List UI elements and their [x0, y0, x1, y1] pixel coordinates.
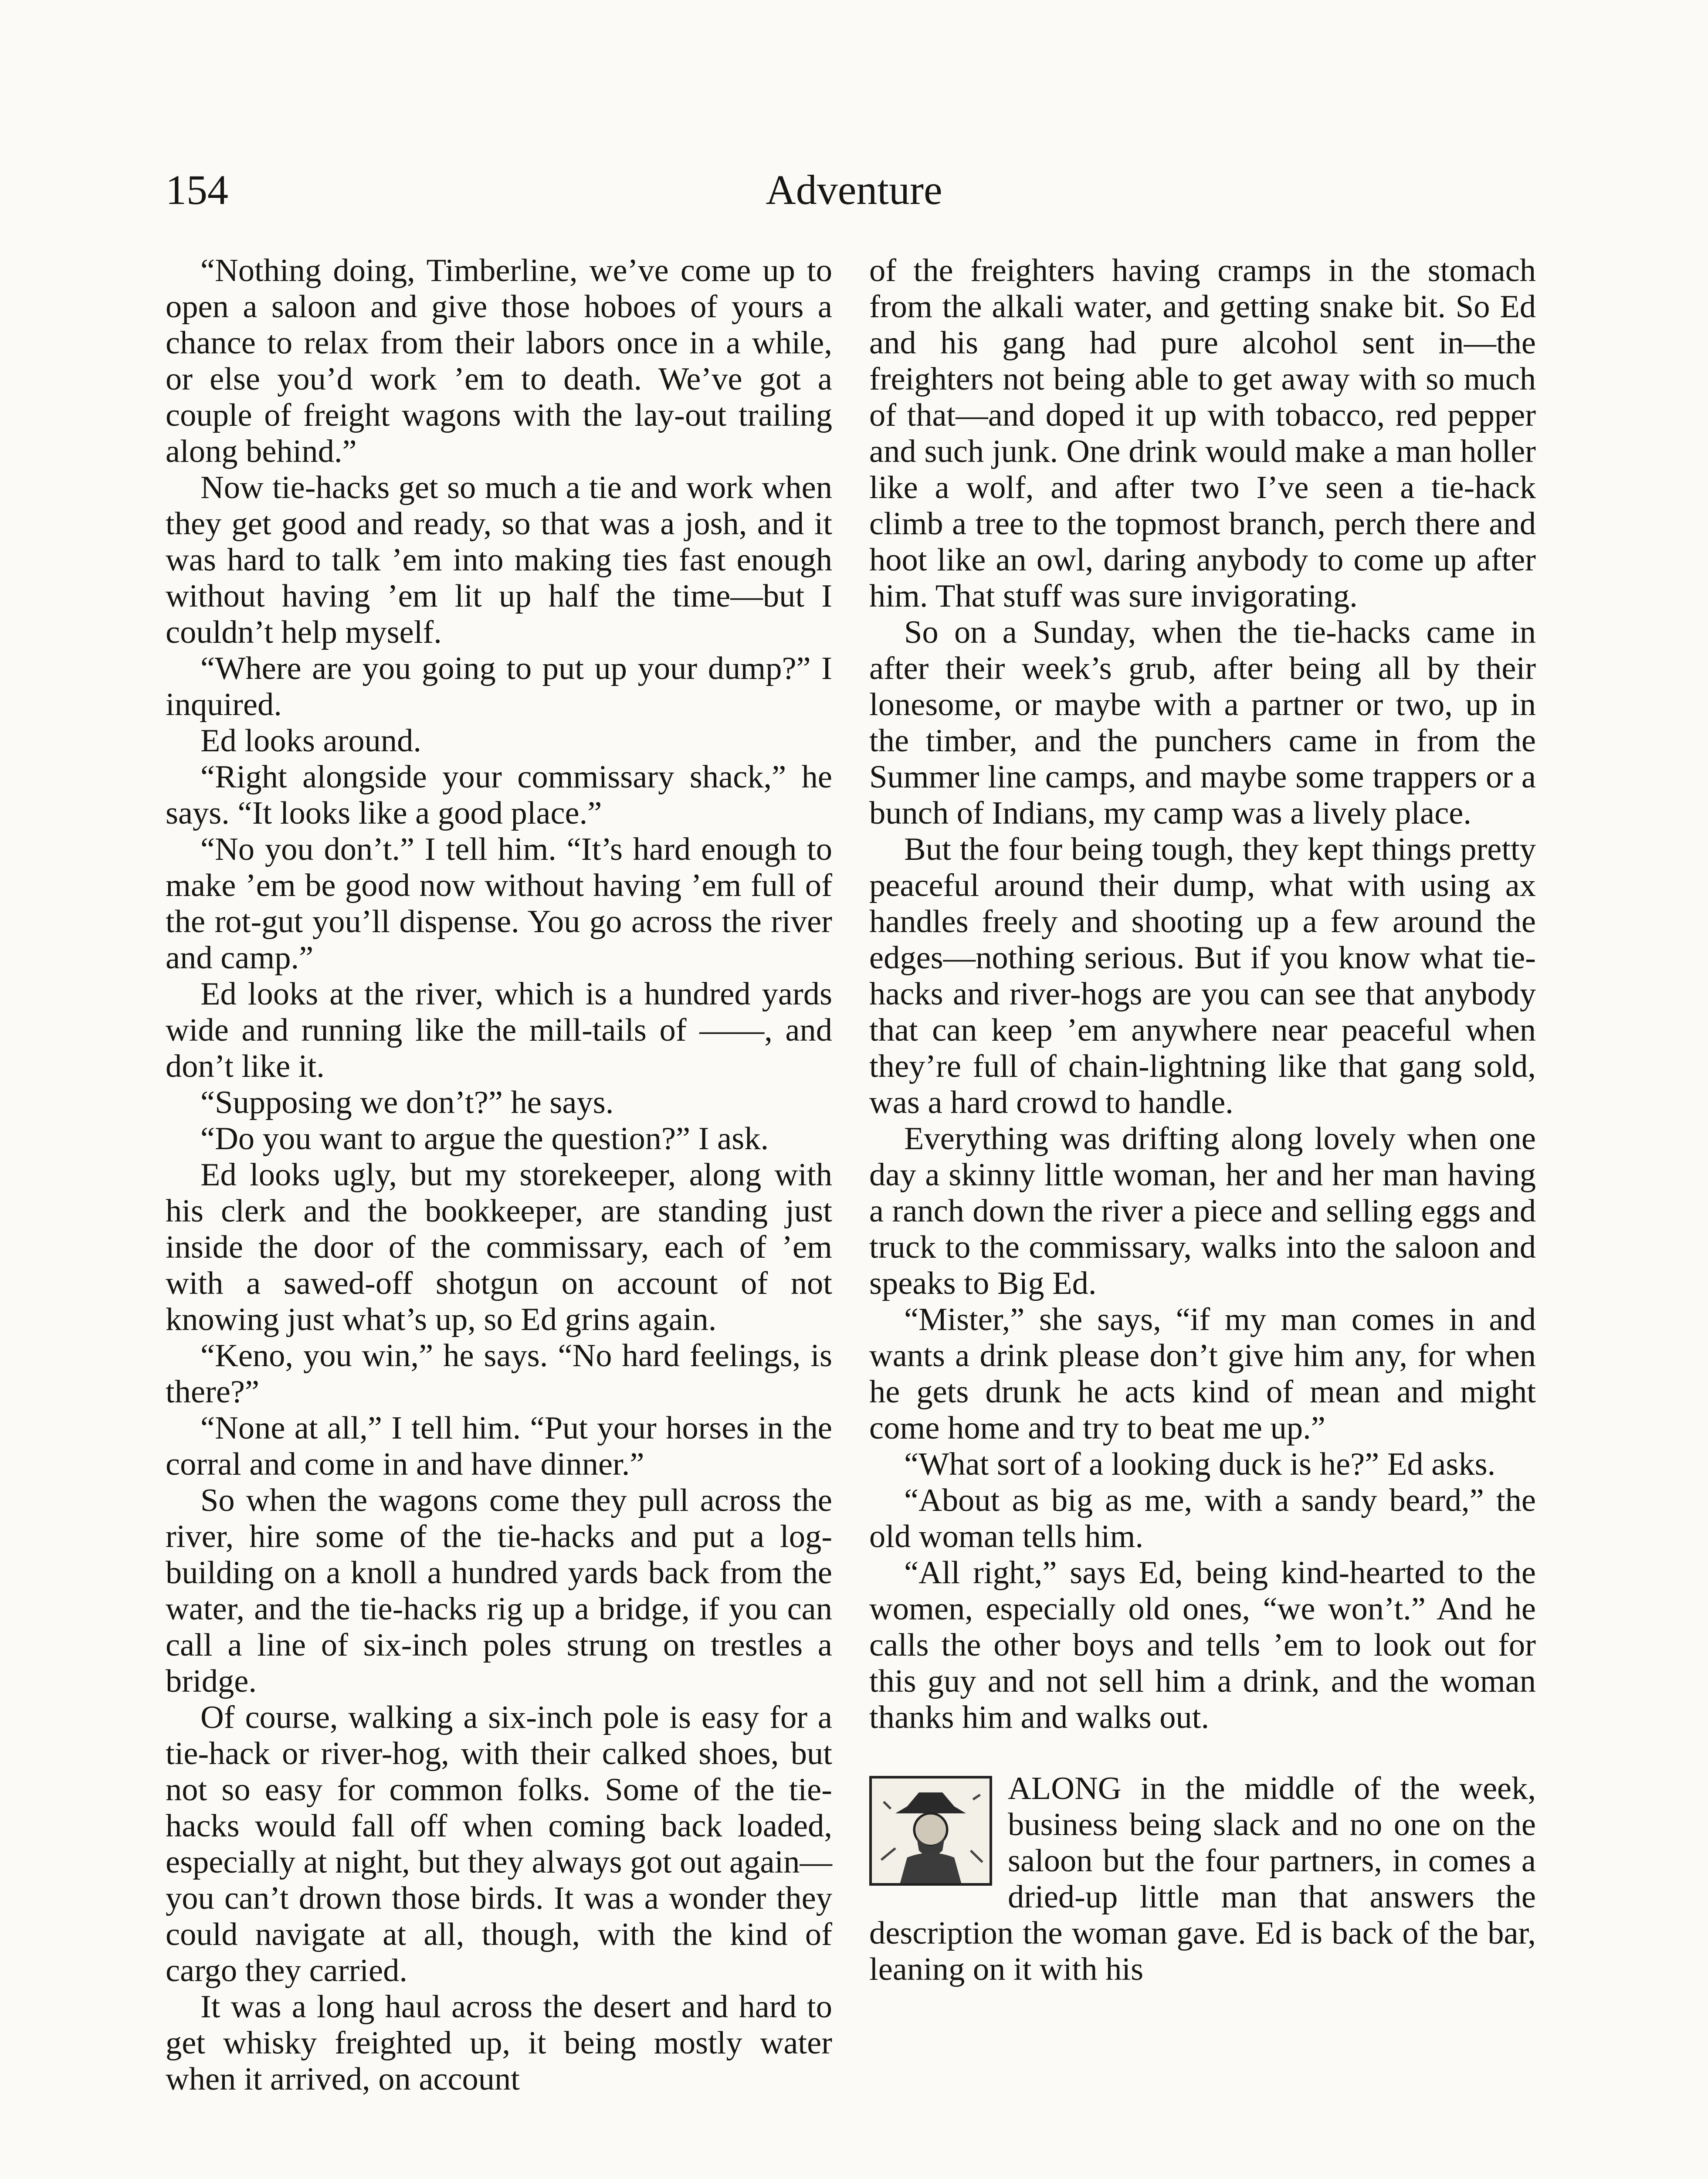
- paragraph: Ed looks around.: [200, 723, 421, 759]
- paragraph-continued: of the freighters having cramps in the stomach from the alkali water, and getting snake bit. So Ed and his gang had pure alcohol sent in—the freighters not being able to get away with so much of that—and doped it up with tobacco, red pepper and such junk. One drink would make a man holler like a wolf, and after two I’ve seen a tie-hack climb a tree to the topmost branch, perch there and hoot like an owl, daring anybody to come up after him. That stuff was sure invigorating.: [869, 253, 1536, 614]
- paragraph: “Keno, you win,” he says. “No hard feelings, is there?”: [166, 1338, 832, 1410]
- paragraph: “None at all,” I tell him. “Put your horses in the corral and come in and have dinner.”: [166, 1410, 832, 1482]
- paragraph: “About as big as me, with a sandy beard,” the old woman tells him.: [869, 1483, 1536, 1554]
- paragraph: “All right,” says Ed, being kind-hearted to the women, especially old ones, “we won’t.” And he calls the other boys and tells ’em to look out for this guy and not sell him a drink, and the woman thanks him and walks out.: [869, 1555, 1536, 1735]
- paragraph: So on a Sunday, when the tie-hacks came in after their week’s grub, after being all by their lonesome, or maybe with a partner or two, up in the timber, and the punchers came in from the Summer line camps, and maybe some trappers or a bunch of Indians, my camp was a lively place.: [869, 614, 1536, 831]
- paragraph: Ed looks at the river, which is a hundred yards wide and running like the mill-tails of ——, and don’t like it.: [166, 976, 832, 1084]
- paragraph: “Where are you going to put up your dump?” I inquired.: [166, 651, 832, 723]
- paragraph: “Right alongside your commissary shack,” he says. “It looks like a good place.”: [166, 759, 832, 831]
- cowboy-vignette-icon: [869, 1776, 992, 1886]
- paragraph: Now tie-hacks get so much a tie and work when they get good and ready, so that was a josh, and it was hard to talk ’em into making ties fast enough without having ’em lit up half the time—but I couldn’t help myself.: [166, 470, 832, 650]
- left-column: [166, 253, 832, 2098]
- paragraph: But the four being tough, they kept things pretty peaceful around their dump, what with using ax handles freely and shooting up a few around the edges—nothing serious. But if you know what tie-hacks and river-hogs are you can see that anybody that can keep ’em anywhere near peaceful when they’re full of chain-lightning like that gang sold, was a hard crowd to handle.: [869, 832, 1536, 1120]
- paragraph: “Do you want to argue the question?” I ask.: [200, 1121, 769, 1157]
- page-number: 154: [166, 166, 228, 213]
- section-start: [869, 1771, 1536, 1988]
- paragraph: It was a long haul across the desert and hard to get whisky freighted up, it being mostly water when it arrived, on account: [166, 1989, 832, 2097]
- paragraph: “What sort of a looking duck is he?” Ed asks.: [904, 1446, 1496, 1482]
- paragraph: Everything was drifting along lovely when one day a skinny little woman, her and her man having a ranch down the river a piece and selling eggs and truck to the commissary, walks into the saloon and speaks to Big Ed.: [869, 1121, 1536, 1301]
- section-gap: [869, 1736, 1536, 1771]
- paragraph: So when the wagons come they pull across the river, hire some of the tie-hacks and put a log-building on a knoll a hundred yards back from the water, and the tie-hacks rig up a bridge, if you can call a line of six-inch poles strung on trestles a bridge.: [166, 1483, 832, 1699]
- paragraph: “No you don’t.” I tell him. “It’s hard enough to make ’em be good now without having ’em full of the rot-gut you’ll dispense. You go across the river and camp.”: [166, 832, 832, 976]
- paragraph: “Supposing we don’t?” he says.: [200, 1085, 614, 1120]
- section-paragraph: ALONG in the middle of the week, business being slack and no one on the saloon but the four partners, in comes a dried-up little man that answers the description the woman gave. Ed is back of the bar, leaning on it with his: [869, 1771, 1536, 1987]
- paragraph: “Mister,” she says, “if my man comes in and wants a drink please don’t give him any, for when he gets drunk he acts kind of mean and might come home and try to beat me up.”: [869, 1302, 1536, 1446]
- paragraph: “Nothing doing, Timberline, we’ve come up to open a saloon and give those hoboes of yours a chance to relax from their labors once in a while, or else you’d work ’em to death. We’ve got a couple of freight wagons with the lay-out trailing along behind.”: [166, 253, 832, 469]
- paragraph: Ed looks ugly, but my storekeeper, along with his clerk and the bookkeeper, are standing just inside the door of the commissary, each of ’em with a sawed-off shotgun on account of not knowing just what’s up, so Ed grins again.: [166, 1157, 832, 1337]
- running-title: Adventure: [766, 166, 942, 213]
- right-column: [869, 253, 1536, 1988]
- paragraph: Of course, walking a six-inch pole is easy for a tie-hack or river-hog, with their calked shoes, but not so easy for common folks. Some of the tie-hacks would fall off when coming back loaded, especially at night, but they always got out again—you can’t drown those birds. It was a wonder they could navigate at all, though, with the kind of cargo they carried.: [166, 1700, 832, 1989]
